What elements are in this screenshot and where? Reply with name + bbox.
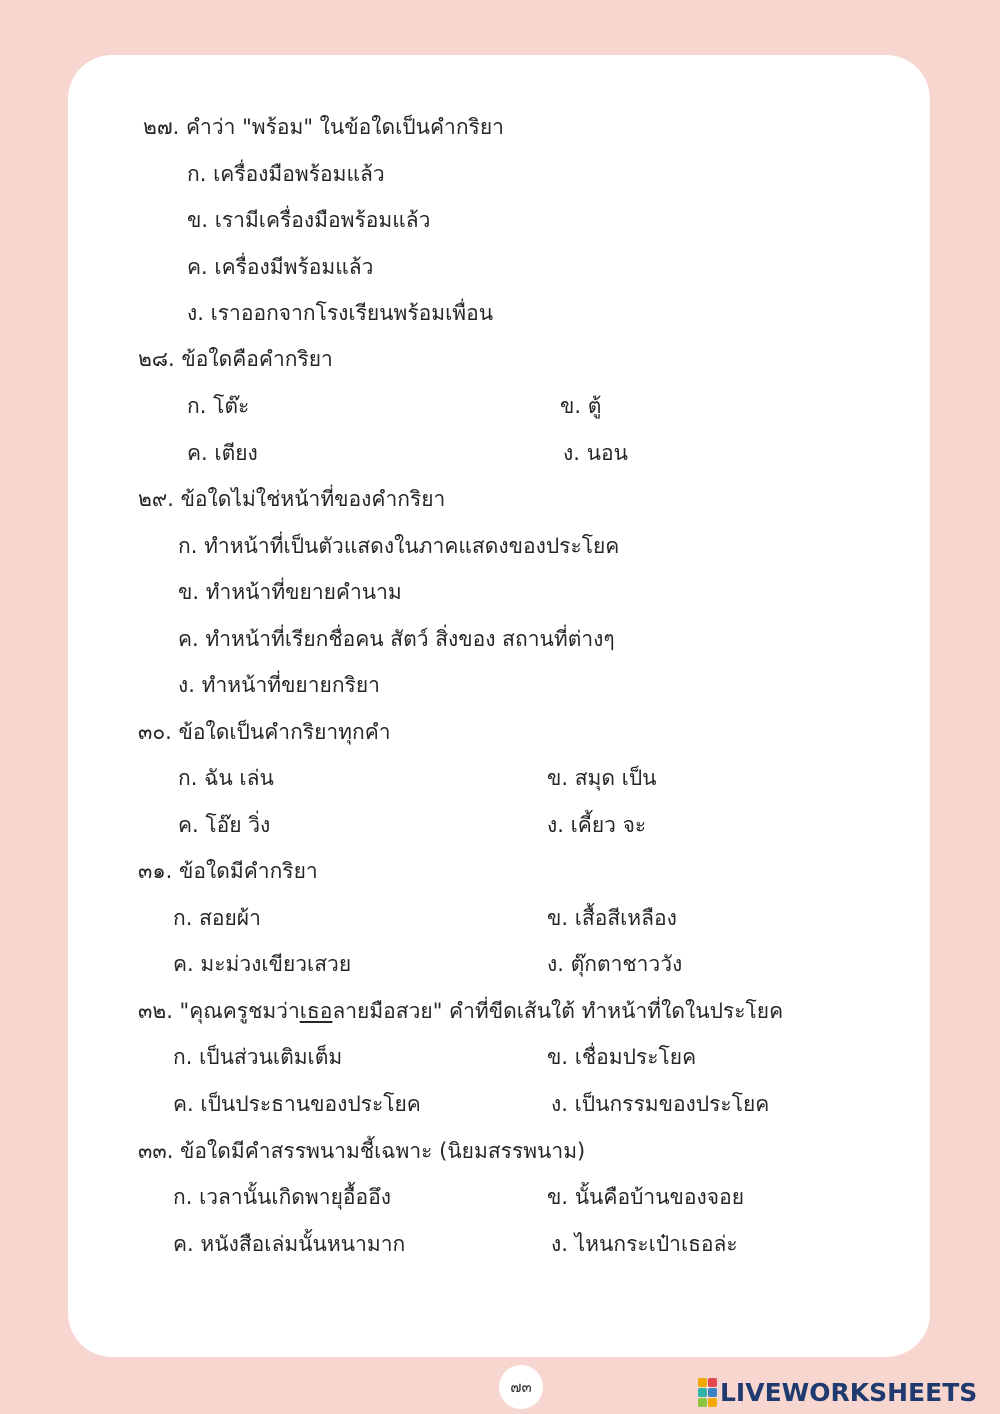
question-27-option-d[interactable]: ง. เราออกจากโรงเรียนพร้อมเพื่อน — [187, 301, 494, 325]
question-32-option-d[interactable]: ง. เป็นกรรมของประโยค — [551, 1092, 770, 1116]
question-33-stem: ๓๓. ข้อใดมีคำสรรพนามชี้เฉพาะ (นิยมสรรพนาม) — [138, 1139, 586, 1163]
question-27-option-b[interactable]: ข. เรามีเครื่องมือพร้อมแล้ว — [187, 208, 431, 232]
question-30-option-d[interactable]: ง. เคี้ยว จะ — [547, 813, 647, 837]
question-31-option-c[interactable]: ค. มะม่วงเขียวเสวย — [173, 952, 352, 976]
page-number: ๗๓ — [499, 1365, 543, 1409]
question-32-option-a[interactable]: ก. เป็นส่วนเติมเต็ม — [173, 1045, 343, 1069]
question-30-option-c[interactable]: ค. โอ๊ย วิ่ง — [178, 813, 271, 837]
question-29-stem: ๒๙. ข้อใดไม่ใช่หน้าที่ของคำกริยา — [138, 487, 446, 511]
underlined-word: เธอ — [299, 999, 333, 1023]
question-33-option-a[interactable]: ก. เวลานั้นเกิดพายุอื้ออึง — [173, 1185, 391, 1209]
liveworksheets-icon — [698, 1378, 717, 1407]
question-31-option-b[interactable]: ข. เสื้อสีเหลือง — [547, 906, 677, 930]
question-32-stem-pre: ๓๒. "คุณครูชมว่า — [138, 999, 300, 1023]
question-33-option-b[interactable]: ข. นั้นคือบ้านของจอย — [547, 1185, 744, 1209]
question-29-option-d[interactable]: ง. ทำหน้าที่ขยายกริยา — [178, 673, 380, 697]
question-32-stem — [138, 997, 783, 1025]
question-28-stem: ๒๘. ข้อใดคือคำกริยา — [138, 347, 333, 371]
question-31-stem: ๓๑. ข้อใดมีคำกริยา — [138, 859, 318, 883]
question-28-option-c[interactable]: ค. เตียง — [187, 441, 258, 465]
question-31-option-a[interactable]: ก. สอยผ้า — [173, 906, 261, 930]
question-28-option-d[interactable]: ง. นอน — [563, 441, 628, 465]
question-30-option-b[interactable]: ข. สมุด เป็น — [547, 766, 657, 790]
question-30-option-a[interactable]: ก. ฉัน เล่น — [178, 766, 274, 790]
question-33-option-d[interactable]: ง. ไหนกระเป๋าเธอล่ะ — [551, 1232, 738, 1256]
question-31-option-d[interactable]: ง. ตุ๊กตาชาววัง — [547, 952, 683, 976]
question-30-stem: ๓๐. ข้อใดเป็นคำกริยาทุกคำ — [138, 720, 391, 744]
question-28-option-b[interactable]: ข. ตู้ — [560, 394, 602, 418]
question-33-option-c[interactable]: ค. หนังสือเล่มนั้นหนามาก — [173, 1232, 406, 1256]
question-29-option-c[interactable]: ค. ทำหน้าที่เรียกชื่อคน สัตว์ สิ่งของ สถานที่ต่างๆ — [178, 627, 615, 651]
question-27-option-c[interactable]: ค. เครื่องมีพร้อมแล้ว — [187, 255, 374, 279]
question-32-option-c[interactable]: ค. เป็นประธานของประโยค — [173, 1092, 421, 1116]
question-28-option-a[interactable]: ก. โต๊ะ — [187, 394, 250, 418]
question-29-option-b[interactable]: ข. ทำหน้าที่ขยายคำนาม — [178, 580, 402, 604]
question-27-option-a[interactable]: ก. เครื่องมือพร้อมแล้ว — [187, 162, 385, 186]
brand-name: LIVEWORKSHEETS — [720, 1378, 978, 1407]
question-32-option-b[interactable]: ข. เชื่อมประโยค — [547, 1045, 697, 1069]
question-27-stem: ๒๗. คำว่า "พร้อม" ในข้อใดเป็นคำกริยา — [143, 115, 504, 139]
question-29-option-a[interactable]: ก. ทำหน้าที่เป็นตัวแสดงในภาคแสดงของประโยค — [178, 534, 620, 558]
question-32-stem-post: ลายมือสวย" คำที่ขีดเส้นใต้ ทำหน้าที่ใดในประโยค — [332, 999, 784, 1023]
liveworksheets-logo[interactable] — [698, 1378, 977, 1407]
